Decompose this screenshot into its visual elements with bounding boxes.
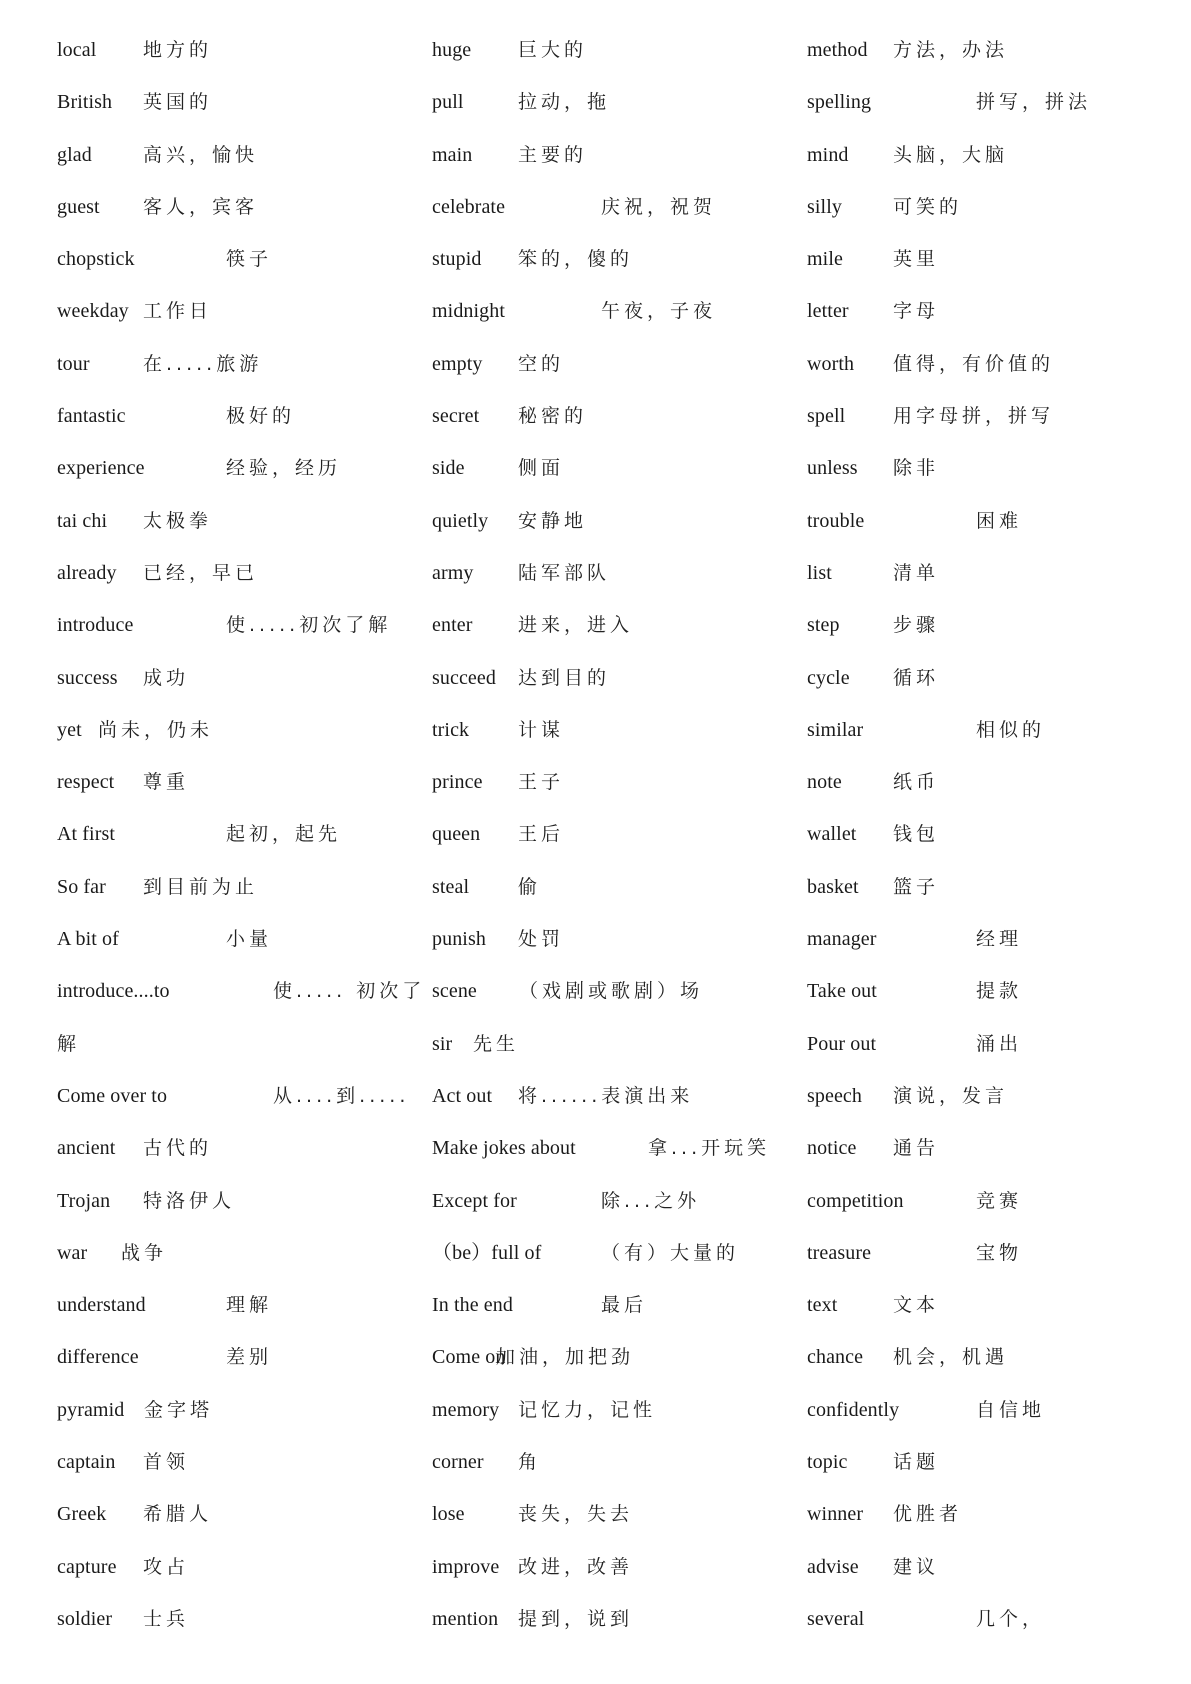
english-word: success — [57, 666, 118, 689]
chinese-translation: 高兴，愉快 — [143, 143, 259, 166]
vocab-row — [807, 24, 1167, 76]
vocab-row — [57, 1122, 407, 1174]
vocab-row — [432, 965, 782, 1017]
chinese-translation: 除...之外 — [601, 1189, 701, 1212]
chinese-translation: 字母 — [893, 300, 940, 323]
chinese-translation: 拼写，拼法 — [976, 91, 1092, 114]
chinese-translation: （戏剧或歌剧）场 — [519, 980, 704, 1003]
vocab-row — [807, 390, 1167, 442]
english-word: scene — [432, 980, 477, 1003]
chinese-translation: 偷 — [518, 875, 542, 898]
english-word: memory — [432, 1398, 500, 1421]
chinese-translation: 记忆力，记性 — [518, 1398, 657, 1421]
chinese-translation: 进来，进入 — [518, 614, 634, 637]
vocab-row — [432, 652, 782, 704]
chinese-translation: 尊重 — [143, 771, 190, 794]
english-word: topic — [807, 1451, 848, 1474]
chinese-translation: 尚未，仍未 — [98, 718, 214, 741]
chinese-translation: 加油，加把劲 — [496, 1346, 635, 1369]
vocab-row — [807, 442, 1167, 494]
english-word: speech — [807, 1084, 863, 1107]
chinese-translation: 巨大的 — [518, 39, 588, 61]
vocab-row — [807, 652, 1167, 704]
chinese-translation: 太极拳 — [143, 509, 213, 532]
vocab-row — [432, 1541, 782, 1593]
chinese-translation: 头脑，大脑 — [893, 143, 1009, 166]
english-word: Come over to — [57, 1084, 168, 1107]
chinese-translation: 特洛伊人 — [143, 1189, 236, 1212]
english-word: manager — [807, 928, 877, 951]
chinese-translation: 困难 — [976, 509, 1023, 532]
vocab-row — [57, 181, 407, 233]
english-word: winner — [807, 1503, 864, 1526]
english-word: tour — [57, 352, 90, 375]
english-word: pull — [432, 91, 464, 114]
vocab-row — [432, 599, 782, 651]
chinese-translation: 已经，早已 — [143, 561, 259, 584]
vocab-row — [807, 965, 1167, 1017]
vocab-row — [57, 965, 426, 1017]
english-word: A bit of — [57, 928, 119, 951]
english-word: huge — [432, 39, 472, 61]
chinese-translation: 午夜，子夜 — [601, 300, 717, 323]
chinese-translation: 可笑的 — [893, 195, 963, 218]
chinese-translation: 解 — [57, 1032, 81, 1055]
vocab-row — [57, 1227, 407, 1279]
chinese-translation: 战争 — [121, 1241, 168, 1264]
vocab-row — [807, 1331, 1167, 1383]
vocab-row — [807, 861, 1167, 913]
english-word: method — [807, 39, 868, 61]
vocab-row — [57, 1331, 407, 1383]
vocab-row — [432, 1018, 782, 1070]
chinese-translation: 秘密的 — [518, 405, 588, 428]
vocab-row — [57, 76, 407, 128]
chinese-translation: 使.....初次了解 — [226, 614, 392, 637]
english-word: text — [807, 1294, 838, 1317]
english-word: celebrate — [432, 195, 506, 218]
english-word: prince — [432, 771, 483, 794]
vocab-row — [432, 1331, 782, 1383]
english-word: Greek — [57, 1503, 107, 1526]
chinese-translation: 拉动，拖 — [518, 91, 611, 114]
vocab-row — [432, 233, 782, 285]
english-word: Pour out — [807, 1032, 877, 1055]
vocab-row — [57, 913, 407, 965]
chinese-translation: 经理 — [976, 928, 1023, 951]
vocab-row — [432, 1279, 782, 1331]
english-word: cycle — [807, 666, 850, 689]
vocab-row — [432, 338, 782, 390]
vocab-row — [57, 1436, 407, 1488]
vocabulary-column-2 — [432, 24, 782, 1645]
vocab-row — [807, 338, 1167, 390]
vocab-row — [57, 1541, 407, 1593]
english-word: ancient — [57, 1137, 116, 1160]
chinese-translation: 小量 — [226, 928, 273, 951]
english-word: corner — [432, 1451, 484, 1474]
vocab-row — [807, 704, 1167, 756]
vocab-row — [807, 181, 1167, 233]
vocab-row — [807, 1384, 1167, 1436]
english-word: local — [57, 39, 97, 61]
english-word: respect — [57, 771, 115, 794]
chinese-translation: 文本 — [893, 1294, 940, 1317]
vocab-row — [432, 390, 782, 442]
english-word: unless — [807, 457, 858, 480]
english-word: Trojan — [57, 1189, 111, 1212]
chinese-translation: 改进，改善 — [518, 1555, 634, 1578]
english-word: weekday — [57, 300, 129, 323]
english-word: Come on — [432, 1346, 506, 1369]
english-word: main — [432, 143, 473, 166]
vocab-row — [807, 233, 1167, 285]
vocab-row — [57, 756, 407, 808]
english-word: glad — [57, 143, 92, 166]
chinese-translation: 极好的 — [226, 405, 296, 428]
english-word: Take out — [807, 980, 877, 1003]
chinese-translation: 攻占 — [143, 1555, 190, 1578]
vocab-row — [807, 1018, 1167, 1070]
vocab-row — [807, 599, 1167, 651]
vocab-row — [57, 442, 407, 494]
chinese-translation: 使..... 初次了 — [273, 980, 426, 1003]
chinese-translation: 用字母拼，拼写 — [893, 405, 1055, 428]
english-word: side — [432, 457, 465, 480]
vocab-row — [432, 129, 782, 181]
chinese-translation: 丧失，失去 — [518, 1503, 634, 1526]
english-word: introduce....to — [57, 980, 170, 1003]
vocab-row — [432, 861, 782, 913]
chinese-translation: 王后 — [518, 823, 565, 846]
english-word: experience — [57, 457, 145, 480]
english-word: several — [807, 1607, 865, 1630]
vocab-row — [432, 1488, 782, 1540]
vocab-row — [57, 285, 407, 337]
english-word: punish — [432, 928, 486, 951]
english-word: similar — [807, 718, 864, 741]
chinese-translation: 经验，经历 — [226, 457, 342, 480]
english-word: letter — [807, 300, 849, 323]
english-word: chance — [807, 1346, 864, 1369]
english-word: difference — [57, 1346, 139, 1369]
chinese-translation: 英国的 — [143, 91, 213, 114]
chinese-translation: 拿...开玩笑 — [648, 1137, 771, 1160]
english-word: empty — [432, 352, 483, 375]
chinese-translation: 笨的，傻的 — [518, 248, 634, 271]
english-word: mention — [432, 1607, 499, 1630]
english-word: In the end — [432, 1294, 513, 1317]
chinese-translation: 从....到..... — [273, 1084, 410, 1107]
vocab-row — [432, 442, 782, 494]
chinese-translation: 古代的 — [143, 1137, 213, 1160]
vocab-row — [432, 24, 782, 76]
chinese-translation: 处罚 — [518, 928, 565, 951]
vocabulary-column-3 — [807, 24, 1167, 1645]
english-word: quietly — [432, 509, 489, 532]
english-word: steal — [432, 875, 470, 898]
vocab-row — [57, 1279, 407, 1331]
english-word: trouble — [807, 509, 865, 532]
english-word: understand — [57, 1294, 146, 1317]
vocab-row — [57, 1488, 407, 1540]
english-word: succeed — [432, 666, 496, 689]
english-word: pyramid — [57, 1398, 125, 1421]
vocab-row — [807, 808, 1167, 860]
chinese-translation: 希腊人 — [143, 1503, 213, 1526]
english-word: captain — [57, 1451, 116, 1474]
english-word: capture — [57, 1555, 117, 1578]
english-word: midnight — [432, 300, 506, 323]
chinese-translation: 提到，说到 — [518, 1607, 634, 1630]
vocab-row — [807, 756, 1167, 808]
vocab-row — [807, 129, 1167, 181]
vocabulary-column-1 — [57, 24, 426, 1645]
chinese-translation: 士兵 — [143, 1607, 190, 1630]
english-word: fantastic — [57, 405, 126, 428]
chinese-translation: 机会，机遇 — [893, 1346, 1009, 1369]
english-word: note — [807, 771, 842, 794]
vocab-row — [432, 913, 782, 965]
vocab-row — [57, 1018, 407, 1070]
chinese-translation: 主要的 — [518, 143, 588, 166]
vocab-row — [807, 76, 1167, 128]
english-word: worth — [807, 352, 855, 375]
english-word: army — [432, 561, 474, 584]
vocab-row — [432, 808, 782, 860]
english-word: tai chi — [57, 509, 108, 532]
vocab-row — [807, 495, 1167, 547]
vocab-row — [807, 1122, 1167, 1174]
chinese-translation: 宝物 — [976, 1241, 1023, 1264]
chinese-translation: 到目前为止 — [143, 875, 259, 898]
english-word: chopstick — [57, 248, 135, 271]
chinese-translation: 先生 — [473, 1032, 520, 1055]
chinese-translation: 成功 — [143, 666, 190, 689]
chinese-translation: 起初，起先 — [226, 823, 342, 846]
vocab-row — [57, 390, 407, 442]
chinese-translation: 安静地 — [518, 509, 588, 532]
vocab-row — [57, 338, 407, 390]
chinese-translation: 金字塔 — [144, 1398, 214, 1421]
vocab-row — [807, 285, 1167, 337]
chinese-translation: 竞赛 — [976, 1189, 1023, 1212]
vocab-row — [432, 285, 782, 337]
vocab-row — [807, 1070, 1167, 1122]
english-word: advise — [807, 1555, 859, 1578]
vocab-row — [57, 599, 407, 651]
vocab-row — [57, 495, 407, 547]
chinese-translation: 步骤 — [893, 614, 940, 637]
vocab-row — [807, 1593, 1167, 1645]
english-word: Act out — [432, 1084, 493, 1107]
chinese-translation: 陆军部队 — [518, 561, 611, 584]
english-word: basket — [807, 875, 859, 898]
chinese-translation: 除非 — [893, 457, 940, 480]
vocab-row — [57, 547, 407, 599]
chinese-translation: 几个， — [976, 1607, 1046, 1630]
english-word: secret — [432, 405, 480, 428]
english-word: war — [57, 1241, 88, 1264]
chinese-translation: 理解 — [226, 1294, 273, 1317]
english-word: lose — [432, 1503, 465, 1526]
vocab-row — [807, 547, 1167, 599]
english-word: treasure — [807, 1241, 872, 1264]
vocab-row — [432, 495, 782, 547]
vocab-row — [432, 76, 782, 128]
vocab-row — [432, 1122, 782, 1174]
english-word: silly — [807, 195, 842, 218]
english-word: guest — [57, 195, 100, 218]
chinese-translation: 自信地 — [976, 1398, 1046, 1421]
vocab-row — [807, 1488, 1167, 1540]
chinese-translation: 钱包 — [893, 823, 940, 846]
chinese-translation: 循环 — [893, 666, 940, 689]
chinese-translation: 在.....旅游 — [143, 352, 263, 375]
vocab-row — [807, 1436, 1167, 1488]
chinese-translation: 通告 — [893, 1137, 940, 1160]
chinese-translation: 相似的 — [976, 718, 1046, 741]
chinese-translation: 演说，发言 — [893, 1084, 1009, 1107]
english-word: list — [807, 561, 832, 584]
vocab-row — [57, 129, 407, 181]
chinese-translation: 建议 — [893, 1555, 940, 1578]
vocab-row — [432, 1436, 782, 1488]
english-word: stupid — [432, 248, 482, 271]
vocab-row — [432, 1384, 782, 1436]
chinese-translation: 清单 — [893, 561, 940, 584]
english-word: mind — [807, 143, 849, 166]
vocab-row — [57, 808, 407, 860]
chinese-translation: 值得，有价值的 — [893, 352, 1055, 375]
chinese-translation: 空的 — [518, 352, 565, 375]
english-word: So far — [57, 875, 106, 898]
vocab-row — [57, 652, 407, 704]
vocab-row — [432, 1593, 782, 1645]
chinese-translation: 计谋 — [518, 718, 565, 741]
english-word: confidently — [807, 1398, 900, 1421]
vocab-row — [57, 1070, 410, 1122]
vocab-row — [807, 1227, 1167, 1279]
chinese-translation: 英里 — [893, 248, 940, 271]
english-word: enter — [432, 614, 473, 637]
vocab-row — [57, 1175, 407, 1227]
vocab-row — [807, 1541, 1167, 1593]
english-word: notice — [807, 1137, 857, 1160]
vocab-row — [57, 1384, 407, 1436]
vocab-row — [57, 233, 407, 285]
chinese-translation: 涌出 — [976, 1032, 1023, 1055]
chinese-translation: 地方的 — [143, 39, 213, 61]
chinese-translation: 工作日 — [143, 300, 213, 323]
chinese-translation: 最后 — [601, 1294, 648, 1317]
chinese-translation: 将......表演出来 — [518, 1084, 694, 1107]
english-word: Except for — [432, 1189, 517, 1212]
english-word: step — [807, 614, 840, 637]
english-word: At first — [57, 823, 116, 846]
english-word: introduce — [57, 614, 134, 637]
english-word: （be）full of — [432, 1241, 542, 1264]
english-word: trick — [432, 718, 470, 741]
vocab-row — [432, 1175, 782, 1227]
chinese-translation: 客人，宾客 — [143, 195, 259, 218]
chinese-translation: 王子 — [518, 771, 565, 794]
vocab-row — [57, 1593, 407, 1645]
vocab-row — [432, 547, 782, 599]
english-word: soldier — [57, 1607, 113, 1630]
chinese-translation: 话题 — [893, 1451, 940, 1474]
vocab-row — [57, 704, 407, 756]
english-word: British — [57, 91, 113, 114]
chinese-translation: 达到目的 — [518, 666, 611, 689]
vocab-row — [432, 1227, 782, 1279]
chinese-translation: 差别 — [226, 1346, 273, 1369]
english-word: wallet — [807, 823, 857, 846]
english-word: competition — [807, 1189, 904, 1212]
chinese-translation: 首领 — [143, 1451, 190, 1474]
vocab-row — [807, 1279, 1167, 1331]
chinese-translation: 角 — [518, 1451, 542, 1474]
vocab-row — [432, 181, 782, 233]
english-word: spelling — [807, 91, 872, 114]
english-word: spell — [807, 405, 846, 428]
chinese-translation: 篮子 — [893, 875, 940, 898]
chinese-translation: （有）大量的 — [601, 1241, 740, 1264]
vocab-row — [57, 861, 407, 913]
vocab-row — [432, 704, 782, 756]
chinese-translation: 优胜者 — [893, 1503, 963, 1526]
chinese-translation: 方法，办法 — [893, 39, 1009, 61]
chinese-translation: 侧面 — [518, 457, 565, 480]
english-word: already — [57, 561, 117, 584]
english-word: improve — [432, 1555, 500, 1578]
english-word: queen — [432, 823, 481, 846]
english-word: Make jokes about — [432, 1137, 576, 1160]
vocab-row — [432, 1070, 782, 1122]
english-word: sir — [432, 1032, 453, 1055]
chinese-translation: 提款 — [976, 980, 1023, 1003]
vocab-row — [807, 1175, 1167, 1227]
vocab-row — [807, 913, 1167, 965]
chinese-translation: 庆祝，祝贺 — [601, 195, 717, 218]
english-word: yet — [57, 718, 82, 741]
vocab-row — [57, 24, 407, 76]
english-word: mile — [807, 248, 843, 271]
chinese-translation: 筷子 — [226, 248, 273, 271]
chinese-translation: 纸币 — [893, 771, 940, 794]
vocab-row — [432, 756, 782, 808]
